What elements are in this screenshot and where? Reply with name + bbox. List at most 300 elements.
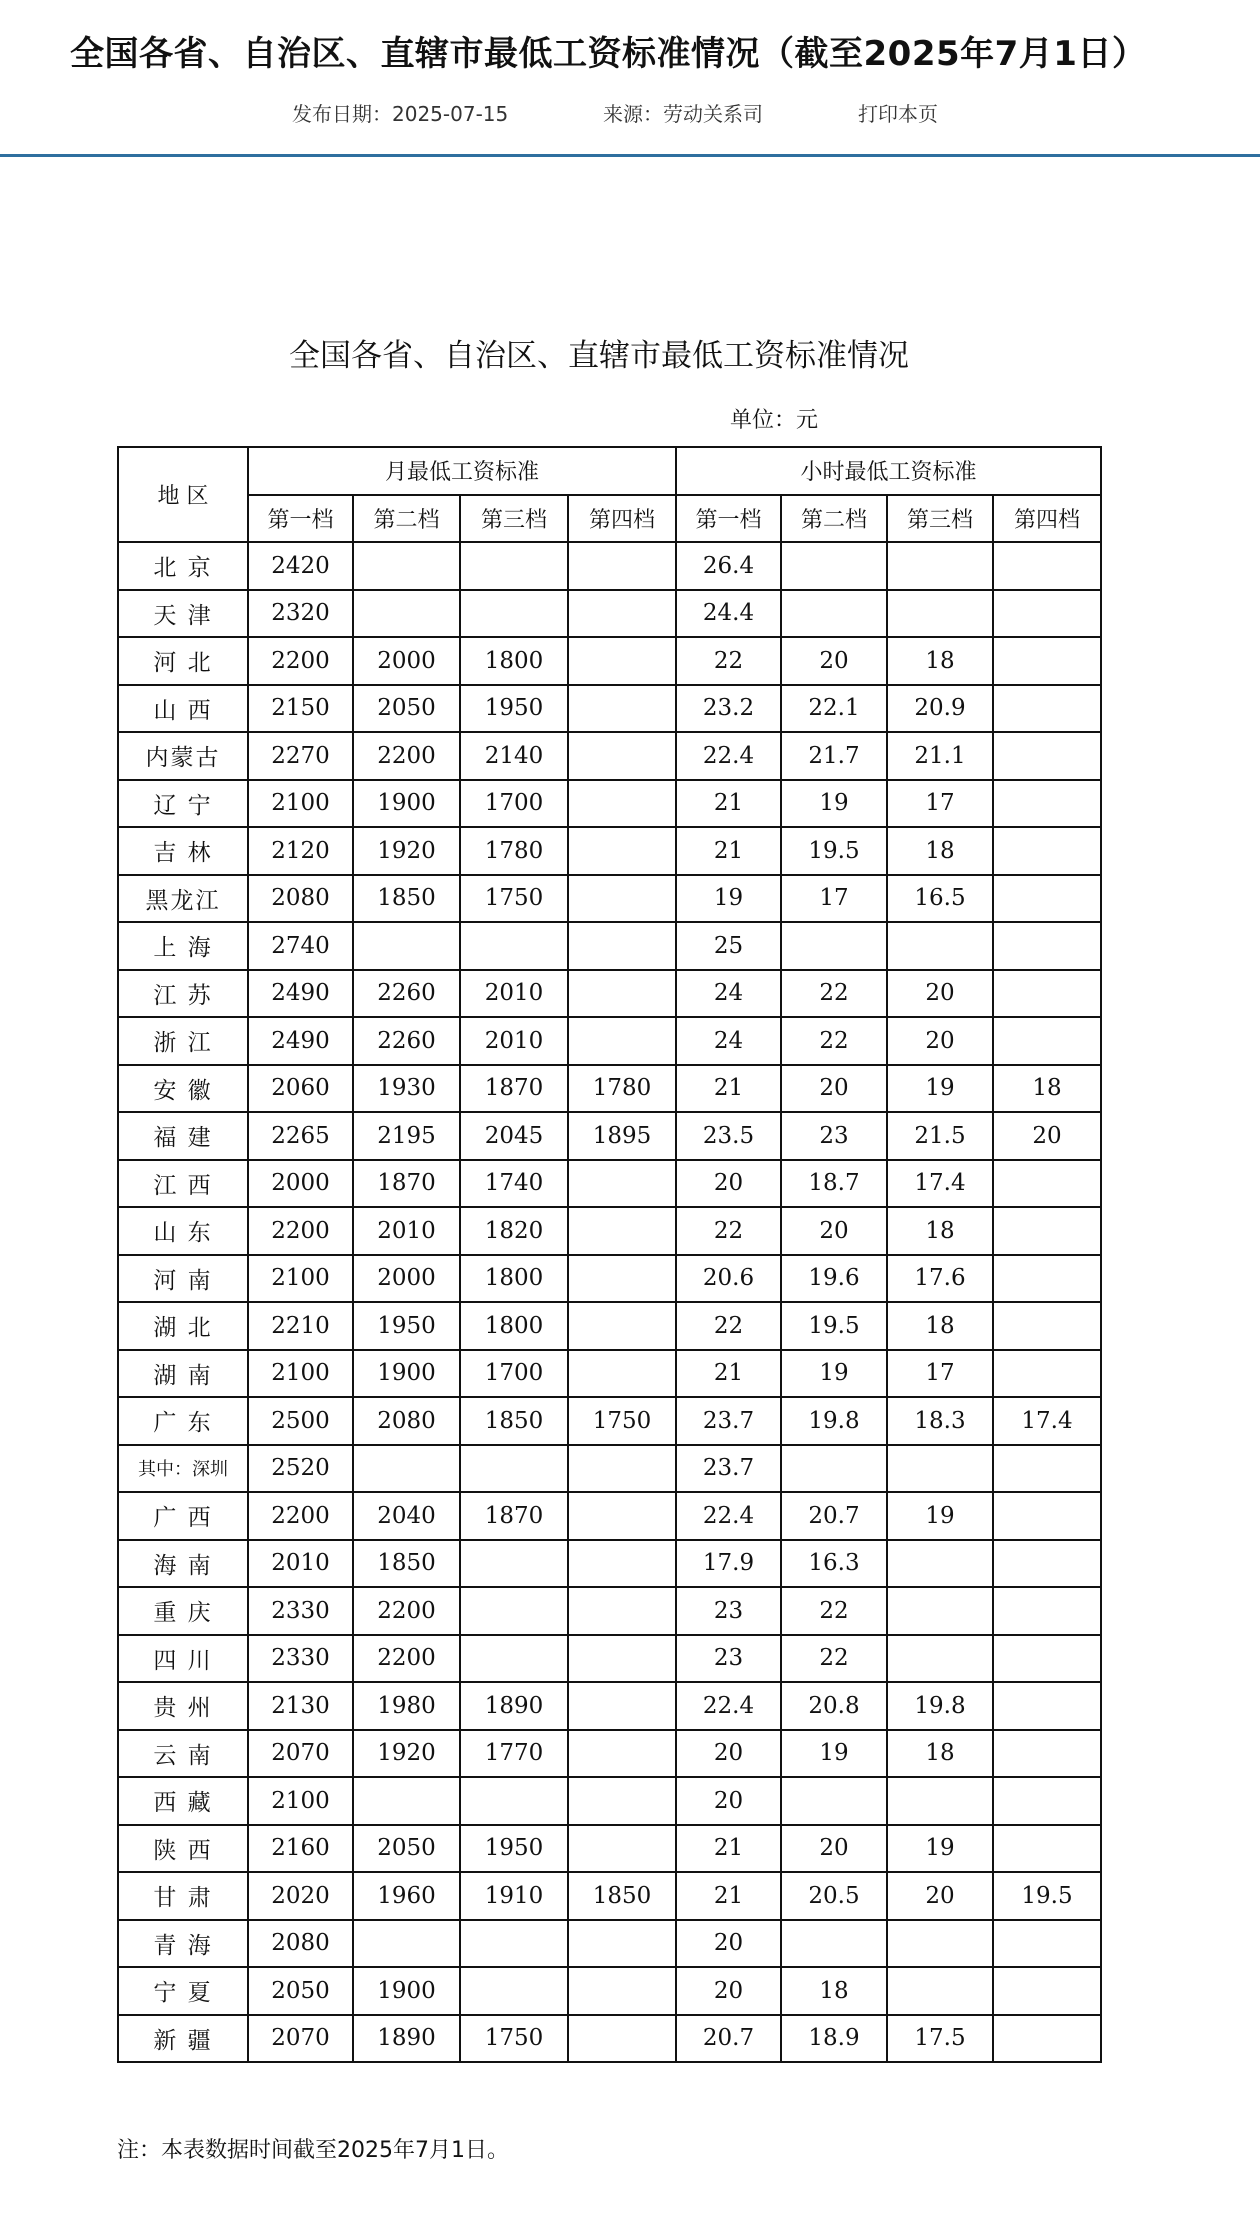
monthly-tier-2-cell: 2200 bbox=[353, 1587, 460, 1635]
monthly-tier-3-cell: 1950 bbox=[460, 685, 568, 733]
hourly-tier-3-cell: 18.3 bbox=[887, 1397, 993, 1445]
hourly-tier-3-cell: 18 bbox=[887, 1207, 993, 1255]
monthly-tier-3-cell bbox=[460, 1777, 568, 1825]
monthly-tier-1-cell: 2520 bbox=[248, 1445, 353, 1493]
monthly-tier-4-cell bbox=[568, 827, 676, 875]
region-cell: 内蒙古 bbox=[118, 732, 248, 780]
hourly-tier-2-cell: 21.7 bbox=[781, 732, 887, 780]
monthly-tier-4-cell bbox=[568, 590, 676, 638]
region-cell: 海 南 bbox=[118, 1540, 248, 1588]
monthly-tier-4-cell bbox=[568, 1445, 676, 1493]
monthly-tier-1-cell: 2200 bbox=[248, 1207, 353, 1255]
hourly-tier-2-cell: 22 bbox=[781, 1587, 887, 1635]
monthly-tier-1-cell: 2100 bbox=[248, 1777, 353, 1825]
table-row bbox=[118, 1160, 1101, 1208]
monthly-tier-2-cell: 1930 bbox=[353, 1065, 460, 1113]
region-cell: 江 苏 bbox=[118, 970, 248, 1018]
table-footnote: 注：本表数据时间截至2025年7月1日。 bbox=[117, 2138, 509, 2163]
hourly-tier-4-cell bbox=[993, 2015, 1101, 2063]
monthly-tier-3-header: 第三档 bbox=[460, 495, 568, 543]
monthly-tier-3-cell bbox=[460, 1445, 568, 1493]
monthly-tier-2-cell: 1900 bbox=[353, 1350, 460, 1398]
hourly-tier-2-cell: 23 bbox=[781, 1112, 887, 1160]
monthly-tier-4-cell bbox=[568, 1920, 676, 1968]
hourly-tier-3-cell bbox=[887, 1540, 993, 1588]
minimum-wage-table bbox=[117, 446, 1102, 2063]
region-cell: 河 南 bbox=[118, 1255, 248, 1303]
hourly-tier-2-cell: 22.1 bbox=[781, 685, 887, 733]
monthly-tier-1-cell: 2100 bbox=[248, 780, 353, 828]
monthly-tier-2-cell: 1850 bbox=[353, 1540, 460, 1588]
monthly-tier-3-cell bbox=[460, 1587, 568, 1635]
monthly-tier-1-cell: 2070 bbox=[248, 1730, 353, 1778]
region-cell: 天 津 bbox=[118, 590, 248, 638]
hourly-tier-1-cell: 26.4 bbox=[676, 542, 781, 590]
table-title: 全国各省、自治区、直辖市最低工资标准情况 bbox=[289, 338, 909, 374]
region-cell: 辽 宁 bbox=[118, 780, 248, 828]
monthly-tier-4-cell bbox=[568, 1682, 676, 1730]
monthly-tier-1-cell: 2200 bbox=[248, 637, 353, 685]
table-row bbox=[118, 922, 1101, 970]
region-cell: 河 北 bbox=[118, 637, 248, 685]
hourly-tier-3-cell: 20 bbox=[887, 1872, 993, 1920]
monthly-tier-2-cell: 2050 bbox=[353, 1825, 460, 1873]
monthly-tier-2-cell: 2260 bbox=[353, 1017, 460, 1065]
hourly-tier-4-cell bbox=[993, 1350, 1101, 1398]
monthly-tier-4-cell bbox=[568, 542, 676, 590]
monthly-tier-1-cell: 2740 bbox=[248, 922, 353, 970]
hourly-tier-1-cell: 24.4 bbox=[676, 590, 781, 638]
monthly-tier-4-cell bbox=[568, 1967, 676, 2015]
monthly-tier-1-cell: 2150 bbox=[248, 685, 353, 733]
hourly-tier-1-cell: 20 bbox=[676, 1777, 781, 1825]
monthly-tier-2-cell: 1900 bbox=[353, 780, 460, 828]
monthly-tier-3-cell: 2140 bbox=[460, 732, 568, 780]
hourly-tier-1-cell: 21 bbox=[676, 1065, 781, 1113]
hourly-tier-1-cell: 23.5 bbox=[676, 1112, 781, 1160]
hourly-tier-4-cell bbox=[993, 1540, 1101, 1588]
monthly-tier-3-cell: 1850 bbox=[460, 1397, 568, 1445]
monthly-tier-3-cell: 1890 bbox=[460, 1682, 568, 1730]
monthly-tier-4-cell bbox=[568, 1207, 676, 1255]
monthly-tier-3-cell: 1700 bbox=[460, 780, 568, 828]
source-label: 来源：劳动关系司 bbox=[603, 102, 763, 126]
hourly-tier-2-cell bbox=[781, 1445, 887, 1493]
hourly-tier-3-cell: 19 bbox=[887, 1492, 993, 1540]
hourly-tier-4-cell: 19.5 bbox=[993, 1872, 1101, 1920]
hourly-tier-2-cell: 16.3 bbox=[781, 1540, 887, 1588]
hourly-tier-3-cell: 18 bbox=[887, 1302, 993, 1350]
hourly-tier-3-cell: 16.5 bbox=[887, 875, 993, 923]
region-cell: 上 海 bbox=[118, 922, 248, 970]
table-row bbox=[118, 1065, 1101, 1113]
hourly-tier-3-cell bbox=[887, 590, 993, 638]
monthly-tier-1-cell: 2265 bbox=[248, 1112, 353, 1160]
monthly-tier-2-cell: 1960 bbox=[353, 1872, 460, 1920]
monthly-tier-3-cell bbox=[460, 1540, 568, 1588]
region-cell: 山 西 bbox=[118, 685, 248, 733]
monthly-tier-2-cell: 1890 bbox=[353, 2015, 460, 2063]
hourly-tier-4-cell bbox=[993, 1635, 1101, 1683]
region-cell: 其中：深圳 bbox=[118, 1445, 248, 1493]
monthly-tier-1-cell: 2120 bbox=[248, 827, 353, 875]
hourly-tier-2-cell: 18.9 bbox=[781, 2015, 887, 2063]
region-cell: 云 南 bbox=[118, 1730, 248, 1778]
monthly-tier-2-cell: 2010 bbox=[353, 1207, 460, 1255]
table-row bbox=[118, 1207, 1101, 1255]
hourly-tier-3-cell: 21.1 bbox=[887, 732, 993, 780]
hourly-tier-1-cell: 23 bbox=[676, 1587, 781, 1635]
table-row bbox=[118, 1017, 1101, 1065]
hourly-tier-4-cell bbox=[993, 732, 1101, 780]
monthly-tier-4-cell bbox=[568, 1160, 676, 1208]
table-body bbox=[118, 542, 1101, 2062]
monthly-tier-4-cell bbox=[568, 1492, 676, 1540]
hourly-tier-1-cell: 20.7 bbox=[676, 2015, 781, 2063]
hourly-tier-1-cell: 22 bbox=[676, 1207, 781, 1255]
hourly-tier-2-cell: 22 bbox=[781, 1635, 887, 1683]
hourly-tier-1-cell: 22.4 bbox=[676, 1682, 781, 1730]
monthly-tier-4-cell: 1895 bbox=[568, 1112, 676, 1160]
monthly-tier-2-cell: 1920 bbox=[353, 1730, 460, 1778]
hourly-tier-3-cell bbox=[887, 1587, 993, 1635]
monthly-tier-1-cell: 2490 bbox=[248, 1017, 353, 1065]
monthly-tier-4-cell: 1780 bbox=[568, 1065, 676, 1113]
hourly-tier-4-cell bbox=[993, 1682, 1101, 1730]
region-cell: 陕 西 bbox=[118, 1825, 248, 1873]
hourly-tier-2-cell: 18 bbox=[781, 1967, 887, 2015]
monthly-tier-1-cell: 2330 bbox=[248, 1587, 353, 1635]
monthly-tier-1-cell: 2060 bbox=[248, 1065, 353, 1113]
page-header bbox=[0, 0, 1260, 157]
region-cell: 吉 林 bbox=[118, 827, 248, 875]
monthly-tier-4-cell bbox=[568, 1777, 676, 1825]
hourly-tier-3-cell: 17 bbox=[887, 1350, 993, 1398]
monthly-tier-3-cell: 1800 bbox=[460, 1255, 568, 1303]
hourly-tier-4-cell bbox=[993, 970, 1101, 1018]
hourly-tier-4-cell bbox=[993, 1920, 1101, 1968]
hourly-tier-3-cell: 18 bbox=[887, 827, 993, 875]
monthly-tier-4-cell bbox=[568, 970, 676, 1018]
table-row bbox=[118, 1587, 1101, 1635]
region-cell: 北 京 bbox=[118, 542, 248, 590]
region-cell: 湖 北 bbox=[118, 1302, 248, 1350]
table-row bbox=[118, 590, 1101, 638]
table-row bbox=[118, 1872, 1101, 1920]
hourly-tier-4-cell bbox=[993, 1492, 1101, 1540]
monthly-tier-2-cell: 2080 bbox=[353, 1397, 460, 1445]
hourly-tier-4-cell bbox=[993, 1730, 1101, 1778]
hourly-tier-1-cell: 22.4 bbox=[676, 1492, 781, 1540]
hourly-tier-3-cell bbox=[887, 922, 993, 970]
hourly-tier-3-cell: 20.9 bbox=[887, 685, 993, 733]
monthly-tier-1-cell: 2200 bbox=[248, 1492, 353, 1540]
monthly-tier-1-cell: 2500 bbox=[248, 1397, 353, 1445]
hourly-tier-1-cell: 21 bbox=[676, 827, 781, 875]
hourly-tier-4-cell bbox=[993, 1825, 1101, 1873]
monthly-tier-1-cell: 2080 bbox=[248, 1920, 353, 1968]
region-column-header: 地 区 bbox=[118, 447, 248, 542]
hourly-tier-1-cell: 21 bbox=[676, 1350, 781, 1398]
print-page-link[interactable]: 打印本页 bbox=[858, 102, 938, 126]
monthly-tier-1-cell: 2490 bbox=[248, 970, 353, 1018]
hourly-tier-4-cell bbox=[993, 1017, 1101, 1065]
hourly-tier-3-cell: 21.5 bbox=[887, 1112, 993, 1160]
hourly-tier-3-cell: 20 bbox=[887, 1017, 993, 1065]
hourly-tier-3-cell: 19 bbox=[887, 1825, 993, 1873]
monthly-tier-1-cell: 2050 bbox=[248, 1967, 353, 2015]
monthly-tier-4-cell bbox=[568, 2015, 676, 2063]
hourly-tier-1-cell: 22.4 bbox=[676, 732, 781, 780]
hourly-tier-3-cell bbox=[887, 1777, 993, 1825]
monthly-tier-1-cell: 2420 bbox=[248, 542, 353, 590]
monthly-tier-3-cell bbox=[460, 1635, 568, 1683]
monthly-tier-2-cell: 2200 bbox=[353, 732, 460, 780]
hourly-tier-4-cell bbox=[993, 827, 1101, 875]
unit-label: 单位：元 bbox=[730, 408, 819, 433]
monthly-tier-2-cell bbox=[353, 542, 460, 590]
publish-date: 发布日期：2025-07-15 bbox=[292, 102, 509, 126]
hourly-tier-4-cell bbox=[993, 922, 1101, 970]
region-cell: 广 东 bbox=[118, 1397, 248, 1445]
hourly-tier-1-cell: 20.6 bbox=[676, 1255, 781, 1303]
monthly-standard-header: 月最低工资标准 bbox=[248, 447, 676, 495]
hourly-tier-4-cell bbox=[993, 1255, 1101, 1303]
hourly-tier-1-cell: 20 bbox=[676, 1967, 781, 2015]
monthly-tier-4-cell bbox=[568, 1255, 676, 1303]
hourly-tier-3-cell bbox=[887, 1920, 993, 1968]
hourly-tier-4-cell bbox=[993, 542, 1101, 590]
hourly-tier-4-cell bbox=[993, 590, 1101, 638]
region-cell: 福 建 bbox=[118, 1112, 248, 1160]
region-cell: 四 川 bbox=[118, 1635, 248, 1683]
monthly-tier-3-cell: 1750 bbox=[460, 875, 568, 923]
hourly-tier-2-cell: 18.7 bbox=[781, 1160, 887, 1208]
table-row bbox=[118, 732, 1101, 780]
hourly-tier-2-cell: 22 bbox=[781, 1017, 887, 1065]
table-row bbox=[118, 1112, 1101, 1160]
monthly-tier-3-cell: 1780 bbox=[460, 827, 568, 875]
table-row bbox=[118, 1255, 1101, 1303]
hourly-tier-2-cell bbox=[781, 922, 887, 970]
hourly-tier-2-cell bbox=[781, 542, 887, 590]
monthly-tier-3-cell: 2045 bbox=[460, 1112, 568, 1160]
region-cell: 黑龙江 bbox=[118, 875, 248, 923]
table-row bbox=[118, 1397, 1101, 1445]
monthly-tier-2-cell bbox=[353, 922, 460, 970]
table-row bbox=[118, 1730, 1101, 1778]
table-row bbox=[118, 637, 1101, 685]
hourly-tier-1-cell: 23 bbox=[676, 1635, 781, 1683]
region-cell: 广 西 bbox=[118, 1492, 248, 1540]
table-row bbox=[118, 1540, 1101, 1588]
hourly-tier-3-cell: 19.8 bbox=[887, 1682, 993, 1730]
monthly-tier-4-cell bbox=[568, 1302, 676, 1350]
monthly-tier-3-cell bbox=[460, 1920, 568, 1968]
monthly-tier-3-cell bbox=[460, 922, 568, 970]
table-row bbox=[118, 1350, 1101, 1398]
table-row bbox=[118, 1682, 1101, 1730]
hourly-tier-4-cell bbox=[993, 1160, 1101, 1208]
hourly-tier-2-cell bbox=[781, 1920, 887, 1968]
monthly-tier-2-cell: 1900 bbox=[353, 1967, 460, 2015]
hourly-tier-1-cell: 17.9 bbox=[676, 1540, 781, 1588]
region-cell: 湖 南 bbox=[118, 1350, 248, 1398]
table-row bbox=[118, 2015, 1101, 2063]
hourly-tier-3-cell bbox=[887, 1635, 993, 1683]
monthly-tier-3-cell: 2010 bbox=[460, 1017, 568, 1065]
region-cell: 新 疆 bbox=[118, 2015, 248, 2063]
monthly-tier-4-cell bbox=[568, 780, 676, 828]
table-row bbox=[118, 780, 1101, 828]
hourly-tier-2-cell: 19 bbox=[781, 780, 887, 828]
monthly-tier-1-cell: 2100 bbox=[248, 1350, 353, 1398]
monthly-tier-1-cell: 2070 bbox=[248, 2015, 353, 2063]
monthly-tier-1-cell: 2160 bbox=[248, 1825, 353, 1873]
monthly-tier-3-cell bbox=[460, 590, 568, 638]
monthly-tier-2-cell: 1980 bbox=[353, 1682, 460, 1730]
monthly-tier-1-cell: 2270 bbox=[248, 732, 353, 780]
monthly-tier-1-cell: 2130 bbox=[248, 1682, 353, 1730]
region-cell: 宁 夏 bbox=[118, 1967, 248, 2015]
hourly-tier-1-cell: 25 bbox=[676, 922, 781, 970]
table-row bbox=[118, 1445, 1101, 1493]
monthly-tier-3-cell: 1750 bbox=[460, 2015, 568, 2063]
table-row bbox=[118, 970, 1101, 1018]
hourly-tier-1-cell: 24 bbox=[676, 1017, 781, 1065]
monthly-tier-3-cell: 1770 bbox=[460, 1730, 568, 1778]
table-row bbox=[118, 1635, 1101, 1683]
hourly-tier-2-cell: 20.8 bbox=[781, 1682, 887, 1730]
monthly-tier-2-cell: 1850 bbox=[353, 875, 460, 923]
monthly-tier-4-cell bbox=[568, 1730, 676, 1778]
region-cell: 山 东 bbox=[118, 1207, 248, 1255]
monthly-tier-3-cell: 1700 bbox=[460, 1350, 568, 1398]
hourly-tier-4-cell bbox=[993, 1445, 1101, 1493]
monthly-tier-1-cell: 2010 bbox=[248, 1540, 353, 1588]
hourly-tier-2-cell: 19 bbox=[781, 1350, 887, 1398]
hourly-tier-1-cell: 20 bbox=[676, 1730, 781, 1778]
hourly-tier-2-cell: 19 bbox=[781, 1730, 887, 1778]
hourly-tier-4-cell bbox=[993, 1207, 1101, 1255]
monthly-tier-4-cell bbox=[568, 1635, 676, 1683]
hourly-tier-1-cell: 22 bbox=[676, 637, 781, 685]
hourly-tier-3-cell: 18 bbox=[887, 1730, 993, 1778]
hourly-tier-2-cell: 19.5 bbox=[781, 827, 887, 875]
hourly-tier-2-cell: 17 bbox=[781, 875, 887, 923]
table-header-row bbox=[118, 447, 1101, 495]
hourly-tier-4-cell: 20 bbox=[993, 1112, 1101, 1160]
monthly-tier-2-cell: 2260 bbox=[353, 970, 460, 1018]
region-cell: 浙 江 bbox=[118, 1017, 248, 1065]
hourly-tier-2-cell: 20 bbox=[781, 1207, 887, 1255]
hourly-tier-3-cell: 18 bbox=[887, 637, 993, 685]
monthly-tier-3-cell: 1870 bbox=[460, 1492, 568, 1540]
monthly-tier-1-cell: 2100 bbox=[248, 1255, 353, 1303]
monthly-tier-1-cell: 2330 bbox=[248, 1635, 353, 1683]
region-cell: 江 西 bbox=[118, 1160, 248, 1208]
hourly-standard-header: 小时最低工资标准 bbox=[676, 447, 1101, 495]
monthly-tier-4-cell bbox=[568, 922, 676, 970]
monthly-tier-3-cell: 1950 bbox=[460, 1825, 568, 1873]
hourly-tier-2-cell: 20.5 bbox=[781, 1872, 887, 1920]
monthly-tier-1-cell: 2000 bbox=[248, 1160, 353, 1208]
hourly-tier-1-cell: 24 bbox=[676, 970, 781, 1018]
region-cell: 甘 肃 bbox=[118, 1872, 248, 1920]
hourly-tier-2-cell: 19.6 bbox=[781, 1255, 887, 1303]
hourly-tier-1-cell: 19 bbox=[676, 875, 781, 923]
hourly-tier-4-cell bbox=[993, 1587, 1101, 1635]
tier-header-row bbox=[118, 495, 1101, 543]
monthly-tier-2-cell bbox=[353, 590, 460, 638]
hourly-tier-1-cell: 23.2 bbox=[676, 685, 781, 733]
monthly-tier-2-header: 第二档 bbox=[353, 495, 460, 543]
monthly-tier-1-cell: 2080 bbox=[248, 875, 353, 923]
hourly-tier-2-cell: 19.5 bbox=[781, 1302, 887, 1350]
monthly-tier-2-cell: 1920 bbox=[353, 827, 460, 875]
hourly-tier-4-cell bbox=[993, 1777, 1101, 1825]
table-row bbox=[118, 1302, 1101, 1350]
monthly-tier-4-cell bbox=[568, 1825, 676, 1873]
monthly-tier-1-cell: 2320 bbox=[248, 590, 353, 638]
hourly-tier-3-cell bbox=[887, 1967, 993, 2015]
hourly-tier-1-cell: 23.7 bbox=[676, 1397, 781, 1445]
monthly-tier-4-cell bbox=[568, 1350, 676, 1398]
table-row bbox=[118, 875, 1101, 923]
hourly-tier-4-cell: 17.4 bbox=[993, 1397, 1101, 1445]
monthly-tier-3-cell: 1800 bbox=[460, 1302, 568, 1350]
hourly-tier-4-cell bbox=[993, 780, 1101, 828]
hourly-tier-4-cell bbox=[993, 1302, 1101, 1350]
hourly-tier-1-cell: 21 bbox=[676, 780, 781, 828]
monthly-tier-4-cell bbox=[568, 637, 676, 685]
monthly-tier-4-cell: 1750 bbox=[568, 1397, 676, 1445]
monthly-tier-3-cell: 1820 bbox=[460, 1207, 568, 1255]
hourly-tier-2-cell: 20 bbox=[781, 637, 887, 685]
hourly-tier-1-cell: 21 bbox=[676, 1825, 781, 1873]
monthly-tier-2-cell: 2000 bbox=[353, 1255, 460, 1303]
hourly-tier-3-cell bbox=[887, 1445, 993, 1493]
monthly-tier-1-header: 第一档 bbox=[248, 495, 353, 543]
monthly-tier-2-cell: 1870 bbox=[353, 1160, 460, 1208]
monthly-tier-4-header: 第四档 bbox=[568, 495, 676, 543]
monthly-tier-2-cell: 1950 bbox=[353, 1302, 460, 1350]
monthly-tier-4-cell bbox=[568, 1017, 676, 1065]
hourly-tier-2-cell bbox=[781, 590, 887, 638]
hourly-tier-2-cell bbox=[781, 1777, 887, 1825]
hourly-tier-1-cell: 22 bbox=[676, 1302, 781, 1350]
monthly-tier-4-cell bbox=[568, 732, 676, 780]
table-row bbox=[118, 1777, 1101, 1825]
region-cell: 安 徽 bbox=[118, 1065, 248, 1113]
hourly-tier-1-cell: 20 bbox=[676, 1920, 781, 1968]
page-title: 全国各省、自治区、直辖市最低工资标准情况（截至2025年7月1日） bbox=[70, 34, 1147, 74]
monthly-tier-4-cell: 1850 bbox=[568, 1872, 676, 1920]
hourly-tier-3-cell bbox=[887, 542, 993, 590]
monthly-tier-2-cell bbox=[353, 1920, 460, 1968]
hourly-tier-2-cell: 22 bbox=[781, 970, 887, 1018]
hourly-tier-2-cell: 20.7 bbox=[781, 1492, 887, 1540]
monthly-tier-2-cell: 2195 bbox=[353, 1112, 460, 1160]
region-cell: 青 海 bbox=[118, 1920, 248, 1968]
hourly-tier-4-cell: 18 bbox=[993, 1065, 1101, 1113]
hourly-tier-4-cell bbox=[993, 685, 1101, 733]
monthly-tier-3-cell bbox=[460, 1967, 568, 2015]
monthly-tier-2-cell: 2040 bbox=[353, 1492, 460, 1540]
table-row bbox=[118, 685, 1101, 733]
hourly-tier-1-header: 第一档 bbox=[676, 495, 781, 543]
hourly-tier-4-header: 第四档 bbox=[993, 495, 1101, 543]
